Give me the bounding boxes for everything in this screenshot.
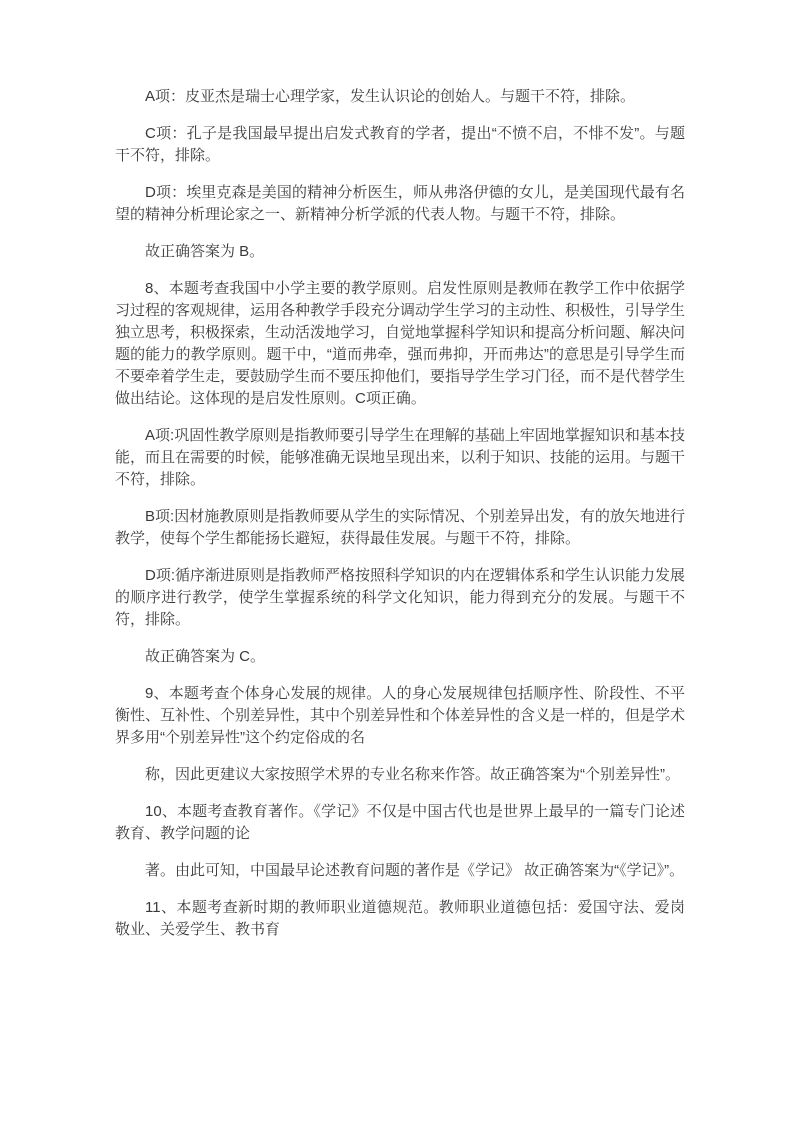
- q11-analysis: 11、本题考查新时期的教师职业道德规范。教师职业道德包括：爱国守法、爱岗敬业、关爱学生、教书育: [115, 899, 685, 938]
- q7-option-c-analysis: C项：孔子是我国最早提出启发式教育的学者，提出“不愤不启，不悱不发”。与题干不符，排除。: [115, 125, 685, 164]
- document-body: [115, 86, 685, 956]
- q9-analysis: 9、本题考查个体身心发展的规律。人的身心发展规律包括顺序性、阶段性、不平衡性、互补性、个别差异性，其中个别差异性和个体差异性的含义是一样的，但是学术界多用“个别差异性”这个约定俗成的名: [115, 685, 686, 746]
- q8-option-b-analysis: B项:因材施教原则是指教师要从学生的实际情况、个别差异出发，有的放矢地进行教学，使每个学生都能扬长避短，获得最佳发展。与题干不符，排除。: [115, 508, 685, 547]
- q7-option-d-analysis: D项：埃里克森是美国的精神分析医生，师从弗洛伊德的女儿，是美国现代最有名望的精神分析理论家之一、新精神分析学派的代表人物。与题干不符，排除。: [115, 184, 685, 223]
- q10-conclusion: 著。由此可知，中国最早论述教育问题的著作是《学记》 故正确答案为“《学记》”。: [145, 862, 685, 879]
- q8-analysis: 8、本题考查我国中小学主要的教学原则。启发性原则是教师在教学工作中依据学习过程的客观规律，运用各种教学手段充分调动学生学习的主动性、积极性，引导学生独立思考，积极探索，生动活泼地学习，自觉地掌握科学知识和提高分析问题、解决问题的能力的教学原则。题干中，“道而弗牵，强而弗抑，开而弗达”的意思是引导学生而不要牵着学生走，要鼓励学生而不要压抑他们，要指导学生学习门径，而不是代替学生做出结论。这体现的是启发性原则。C项正确。: [115, 280, 686, 407]
- q9-conclusion: 称，因此更建议大家按照学术界的专业名称来作答。故正确答案为“个别差异性”。: [145, 766, 680, 783]
- q8-option-d-analysis: D项:循序渐进原则是指教师严格按照科学知识的内在逻辑体系和学生认识能力发展的顺序进行教学，使学生掌握系统的科学文化知识，能力得到充分的发展。与题干不符，排除。: [115, 567, 686, 628]
- q7-correct-answer: 故正确答案为 B。: [145, 243, 265, 260]
- q8-option-a-analysis: A项:巩固性教学原则是指教师要引导学生在理解的基础上牢固地掌握知识和基本技能，而且在需要的时候，能够准确无误地呈现出来，以利于知识、技能的运用。与题干不符，排除。: [115, 427, 686, 488]
- q10-analysis: 10、本题考查教育著作。《学记》不仅是中国古代也是世界上最早的一篇专门论述教育、教学问题的论: [115, 803, 685, 842]
- q8-correct-answer: 故正确答案为 C。: [145, 648, 266, 665]
- q7-option-a-analysis: A项：皮亚杰是瑞士心理学家，发生认识论的创始人。与题干不符，排除。: [145, 88, 636, 105]
